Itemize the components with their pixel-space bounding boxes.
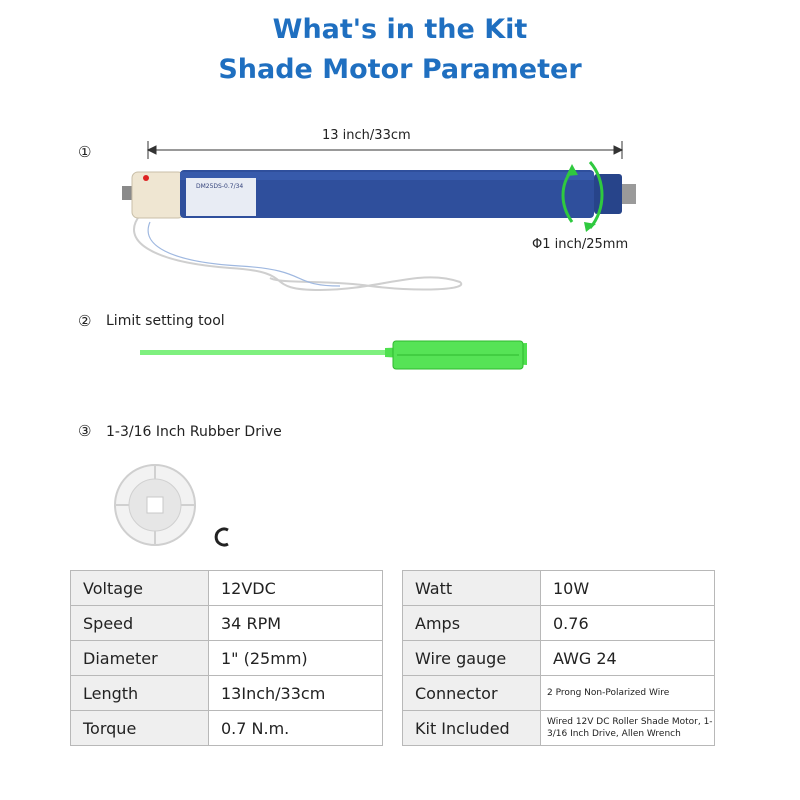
spec-value: 0.7 N.m. [209,711,383,746]
page-title: What's in the Kit [272,14,528,45]
spec-value: 1" (25mm) [209,641,383,676]
spec-key: Connector [403,676,541,711]
spec-value: Wired 12V DC Roller Shade Motor, 1-3/16 Inch Drive, Allen Wrench [541,711,715,746]
item-number-1: ① [78,143,92,161]
spec-key: Wire gauge [403,641,541,676]
tool-label: Limit setting tool [106,313,225,329]
spec-key: Kit Included [403,711,541,746]
item-number-3: ③ [78,422,92,440]
limit-setting-tool [135,335,535,375]
spec-row [403,711,715,746]
spec-row [403,641,715,676]
motor-length-label: 13 inch/33cm [322,128,411,143]
spec-value: 34 RPM [209,606,383,641]
item-number-2: ② [78,312,92,330]
e-clip [216,529,228,545]
page-subtitle: Shade Motor Parameter [218,54,582,85]
spec-row [403,606,715,641]
spec-row [71,711,383,746]
spec-row [403,571,715,606]
spec-table-right [402,570,715,746]
rubber-drive [110,460,250,560]
spec-value: AWG 24 [541,641,715,676]
spec-key: Amps [403,606,541,641]
spec-key: Torque [71,711,209,746]
spec-key: Length [71,676,209,711]
spec-key: Watt [403,571,541,606]
spec-value: 0.76 [541,606,715,641]
spec-key: Diameter [71,641,209,676]
motor-label-sticker: DM25DS-0.7/34 [196,183,244,190]
spec-row [71,676,383,711]
spec-table-left [70,570,383,746]
spec-row [71,606,383,641]
spec-value: 10W [541,571,715,606]
spec-value: 13Inch/33cm [209,676,383,711]
spec-key: Voltage [71,571,209,606]
spec-value: 2 Prong Non-Polarized Wire [541,676,715,711]
spec-row [71,571,383,606]
motor-illustration [0,0,800,310]
spec-row [403,676,715,711]
spec-value: 12VDC [209,571,383,606]
spec-key: Speed [71,606,209,641]
spec-row [71,641,383,676]
drive-label: 1-3/16 Inch Rubber Drive [106,424,282,440]
motor-wire [134,215,461,290]
motor-diameter-label: Φ1 inch/25mm [532,237,629,252]
length-dimension-line [148,141,622,159]
